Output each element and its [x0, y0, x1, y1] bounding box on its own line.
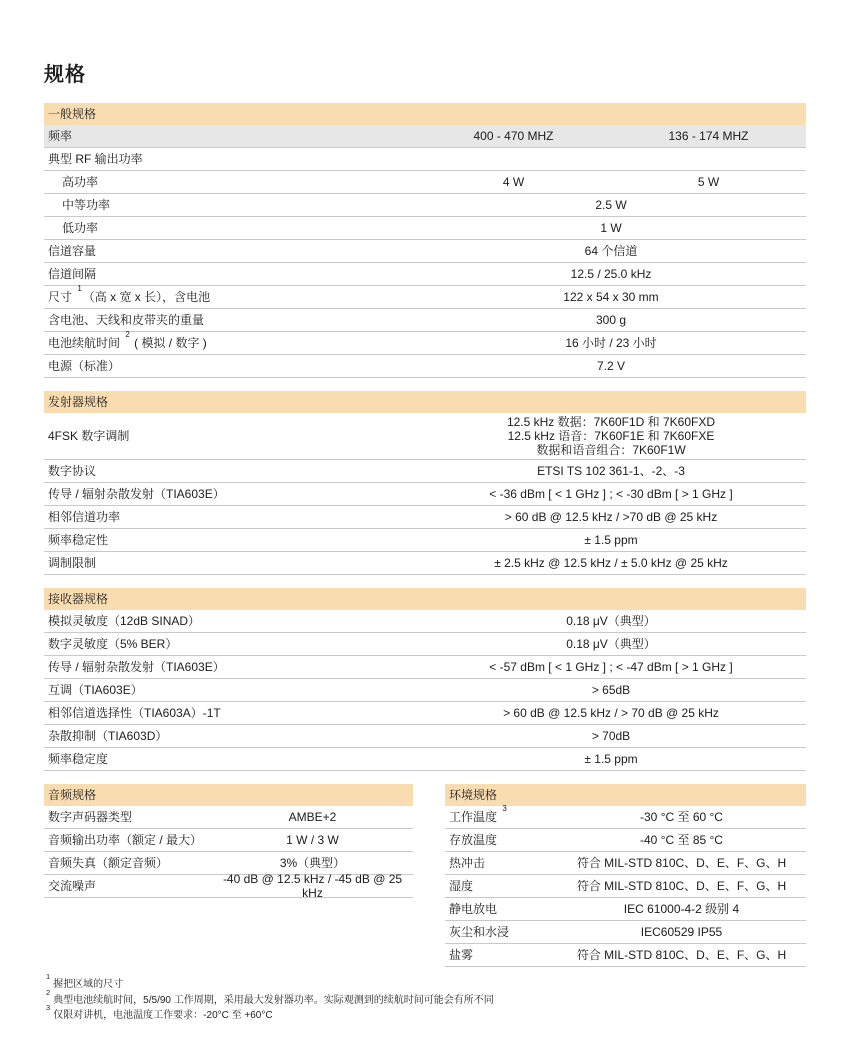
spec-row [445, 875, 806, 898]
spec-label-text: 湿度 [449, 879, 474, 893]
spec-value: AMBE+2 [288, 810, 337, 824]
spec-value: > 60 dB @ 12.5 kHz / >70 dB @ 25 kHz [504, 510, 718, 524]
spec-label-text: 低功率 [62, 221, 99, 235]
spec-label [445, 948, 557, 962]
spec-value: IEC 61000-4-2 级别 4 [623, 902, 740, 916]
spec-value: > 70dB [591, 729, 631, 743]
table-audio-specs [44, 784, 413, 898]
spec-label [44, 533, 416, 547]
spec-label [44, 752, 416, 766]
table-environment-specs [445, 784, 806, 967]
spec-label [445, 804, 557, 824]
spec-row [44, 552, 806, 575]
spec-value: 3%（典型） [279, 856, 346, 870]
spec-value: > 65dB [591, 683, 631, 697]
spec-value: ± 1.5 ppm [584, 752, 638, 766]
spec-label-text: 相邻信道选择性（TIA603A）-1T [48, 706, 221, 720]
spec-value: 7.2 V [596, 359, 626, 373]
spec-label [44, 429, 416, 443]
spec-row [44, 610, 806, 633]
spec-label-text: 频率 [48, 129, 73, 143]
spec-label [44, 221, 416, 235]
spec-label [44, 706, 416, 720]
spec-label-text: 频率稳定性 [48, 533, 109, 547]
spec-label [445, 925, 557, 939]
spec-label-text: 静电放电 [449, 902, 498, 916]
footnote-text: 握把区域的尺寸 [53, 979, 124, 990]
spec-row [44, 286, 806, 309]
spec-label [44, 267, 416, 281]
spec-label-text: 热冲击 [449, 856, 486, 870]
spec-value: 5 W [697, 175, 720, 189]
spec-row [44, 483, 806, 506]
footnote-marker: 2 [46, 987, 51, 997]
spec-label-text: 中等功率 [62, 198, 111, 212]
footnote-marker: 3 [46, 1003, 51, 1012]
spec-row [44, 656, 806, 679]
spec-label [44, 244, 416, 258]
spec-label [44, 614, 416, 628]
spec-label [44, 284, 416, 304]
footnote [44, 972, 806, 993]
spec-label-text: 电源（标准） [48, 359, 121, 373]
spec-label [44, 810, 212, 824]
bottom-tables [44, 784, 806, 967]
spec-label-text: ( 模拟 / 数字 ) [130, 336, 207, 350]
spec-label-text: 调制限制 [48, 556, 97, 570]
spec-label [445, 879, 557, 893]
spec-row [44, 633, 806, 656]
spec-row [445, 829, 806, 852]
spec-value: 1 W [600, 221, 622, 235]
spec-value: -40 dB @ 12.5 kHz / -45 dB @ 25 kHz [222, 872, 403, 900]
spec-row [44, 148, 806, 171]
spec-label-text: 尺寸 [48, 290, 76, 304]
spec-label [44, 556, 416, 570]
spec-value: 122 x 54 x 30 mm [563, 290, 659, 304]
spec-value: < -57 dBm [ < 1 GHz ] ; < -47 dBm [ > 1 GHz ] [489, 660, 733, 674]
spec-label-text: 典型 RF 输出功率 [48, 152, 143, 166]
spec-label-text: 高功率 [62, 175, 99, 189]
table-receiver-specs [44, 588, 806, 771]
spec-value: 136 - 174 MHZ [668, 129, 749, 143]
spec-row [44, 806, 413, 829]
section-header-general: 一般规格 [44, 103, 806, 125]
spec-row [44, 529, 806, 552]
section-header-transmitter: 发射器规格 [44, 391, 806, 413]
spec-row [44, 506, 806, 529]
spec-label [44, 510, 416, 524]
spec-label-text: 数字灵敏度（5% BER） [48, 637, 178, 651]
spec-label-text: 音频失真（额定音频） [48, 856, 169, 870]
spec-label [44, 464, 416, 478]
spec-value: -30 °C 至 60 °C [640, 810, 723, 824]
spec-value: 0.18 μV（典型） [566, 614, 656, 628]
spec-row [44, 829, 413, 852]
spec-label-text: 传导 / 辐射杂散发射（TIA603E） [48, 487, 225, 501]
spec-label [44, 198, 416, 212]
spec-row [44, 355, 806, 378]
spec-label [44, 729, 416, 743]
spec-label [445, 902, 557, 916]
spec-label-text: 互调（TIA603E） [48, 683, 143, 697]
spec-value: ± 2.5 kHz @ 12.5 kHz / ± 5.0 kHz @ 25 kHz [494, 556, 728, 570]
spec-label [44, 683, 416, 697]
spec-label-text: 模拟灵敏度（12dB SINAD） [48, 614, 201, 628]
spec-row [44, 702, 806, 725]
spec-row [44, 125, 806, 148]
section-header-environment: 环境规格 [445, 784, 806, 806]
spec-value: 300 g [595, 313, 627, 327]
spec-row [44, 309, 806, 332]
spec-row [44, 679, 806, 702]
spec-value: 符合 MIL-STD 810C、D、E、F、G、H [576, 856, 787, 870]
spec-row [44, 413, 806, 460]
spec-value: -40 °C 至 85 °C [640, 833, 723, 847]
section-header-receiver: 接收器规格 [44, 588, 806, 610]
spec-label [44, 856, 212, 870]
spec-value: 1 W / 3 W [286, 833, 339, 847]
spec-value: 0.18 μV（典型） [566, 637, 656, 651]
spec-value: 64 个信道 [584, 244, 638, 258]
spec-label-text: 含电池、天线和皮带夹的重量 [48, 313, 205, 327]
spec-value-line: 12.5 kHz 数据：7K60F1D 和 7K60FXD [506, 415, 716, 429]
spec-value: 4 W [502, 175, 525, 189]
spec-label-text: 杂散抑制（TIA603D） [48, 729, 168, 743]
spec-label-text: 相邻信道功率 [48, 510, 121, 524]
spec-label-text: 4FSK 数字调制 [48, 429, 130, 443]
spec-value-line: 数据和语音组合：7K60F1W [536, 443, 686, 457]
spec-label [44, 660, 416, 674]
spec-row [44, 263, 806, 286]
spec-value: < -36 dBm [ < 1 GHz ] ; < -30 dBm [ > 1 GHz ] [489, 487, 733, 501]
spec-label [44, 129, 416, 143]
spec-label [44, 152, 806, 166]
spec-label [44, 487, 416, 501]
spec-row [445, 806, 806, 829]
spec-row [445, 852, 806, 875]
spec-label-text: 信道容量 [48, 244, 97, 258]
spec-value: ± 1.5 ppm [584, 533, 638, 547]
spec-row [44, 171, 806, 194]
spec-value [416, 415, 806, 457]
section-header-audio: 音频规格 [44, 784, 413, 806]
spec-value: 16 小时 / 23 小时 [565, 336, 657, 350]
spec-row [44, 460, 806, 483]
spec-value: 2.5 W [595, 198, 627, 212]
spec-row [44, 240, 806, 263]
spec-value: IEC60529 IP55 [640, 925, 723, 939]
footnote-marker: 1 [46, 972, 51, 981]
spec-row [44, 725, 806, 748]
spec-label [44, 330, 416, 350]
spec-label [44, 833, 212, 847]
spec-label-text: 数字声码器类型 [48, 810, 133, 824]
spec-row [445, 898, 806, 921]
spec-label-text: 数字协议 [48, 464, 97, 478]
spec-value: 符合 MIL-STD 810C、D、E、F、G、H [576, 879, 787, 893]
spec-label [44, 359, 416, 373]
table-transmitter-specs [44, 391, 806, 575]
spec-row [44, 872, 413, 900]
spec-label-text: 交流噪声 [48, 879, 97, 893]
footnote [44, 987, 806, 1009]
spec-label [44, 175, 416, 189]
spec-row [44, 194, 806, 217]
spec-value: ETSI TS 102 361-1、-2、-3 [537, 464, 685, 478]
footnote-marker: 3 [502, 804, 507, 813]
spec-label-text: 电池续航时间 [48, 336, 124, 350]
spec-label [44, 313, 416, 327]
footnote-text: 仅限对讲机，电池温度工作要求：-20°C 至 +60°C [53, 1010, 273, 1021]
spec-label-text: 存放温度 [449, 833, 498, 847]
spec-row [445, 944, 806, 967]
spec-label [44, 879, 212, 893]
spec-value-line: 12.5 kHz 语音：7K60F1E 和 7K60FXE [507, 429, 715, 443]
spec-label-text: 工作温度 [449, 810, 501, 824]
spec-label-text: 信道间隔 [48, 267, 97, 281]
spec-row [44, 332, 806, 355]
spec-value: 12.5 / 25.0 kHz [570, 267, 652, 281]
footnote-marker: 2 [125, 330, 130, 339]
spec-label [44, 637, 416, 651]
table-general-specs [44, 103, 806, 378]
spec-row [445, 921, 806, 944]
footnote-marker: 1 [77, 284, 82, 293]
spec-value: 400 - 470 MHZ [473, 129, 554, 143]
page-title: 规格 [44, 64, 86, 86]
spec-label-text: 盐雾 [449, 948, 474, 962]
spec-value: > 60 dB @ 12.5 kHz / > 70 dB @ 25 kHz [503, 706, 719, 720]
spec-label-text: 音频输出功率（额定 / 最大） [48, 833, 203, 847]
spec-label-text: （高 x 宽 x 长），含电池 [82, 290, 211, 304]
footnotes [44, 972, 806, 1024]
footnote [44, 1003, 806, 1024]
footnote-text: 典型电池续航时间，5/5/90 工作周期，采用最大发射器功率。实际观测到的续航时间可能会有所不同 [53, 994, 494, 1006]
spec-label [445, 856, 557, 870]
spec-label-text: 灰尘和水浸 [449, 925, 510, 939]
spec-label-text: 传导 / 辐射杂散发射（TIA603E） [48, 660, 225, 674]
spec-label [445, 833, 557, 847]
spec-row [44, 748, 806, 771]
spec-value: 符合 MIL-STD 810C、D、E、F、G、H [576, 948, 787, 962]
spec-row [44, 217, 806, 240]
spec-label-text: 频率稳定度 [48, 752, 109, 766]
